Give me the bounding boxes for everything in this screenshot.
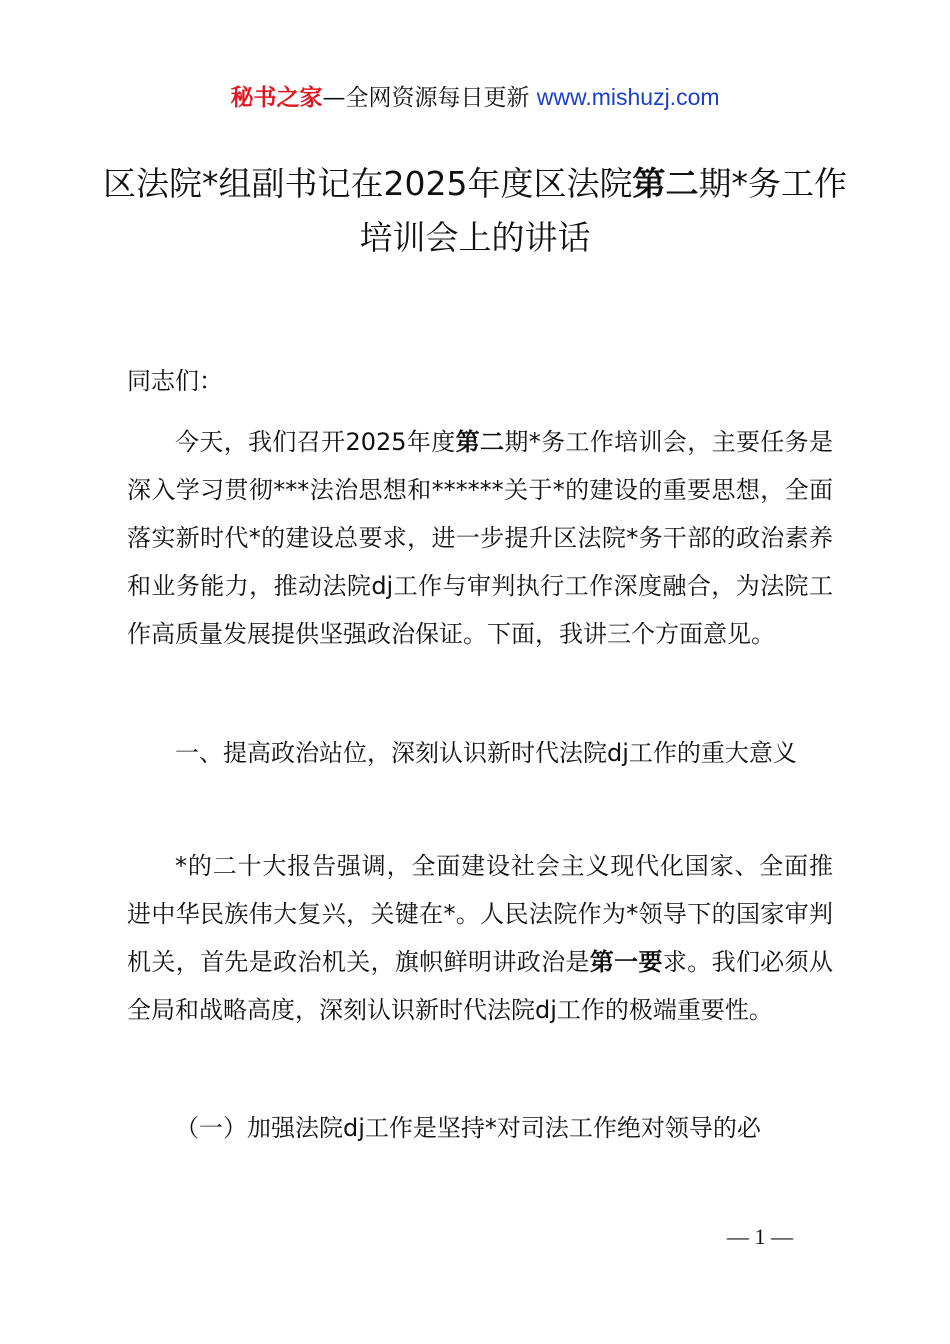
site-banner	[0, 80, 950, 115]
title-part-1: 区法院*组副书记在2025年度区法院	[103, 164, 633, 203]
para1-bold: 第二	[455, 428, 505, 456]
para2-text-a: *的二十大报告强调，全面建设社会主义现代化国家、全面推进中华民族伟大复兴，关键在*。人民法院作为*领导下的国家审判机关，首先是政治机关，旗帜鲜明讲政治是	[127, 852, 833, 976]
site-url[interactable]: www.mishuzj.com	[536, 84, 720, 110]
title-part-2: 期*务工作培训会上的讲话	[359, 164, 847, 257]
paragraph-2	[127, 842, 833, 1034]
subsection-heading-1	[127, 1104, 833, 1152]
section-heading-1	[127, 729, 833, 777]
para2-bold: 第一要	[589, 948, 663, 976]
para2-text-b: 求。我们必须从全局和战略高度，深刻认识新时代法院dj工作的极端重要性。	[127, 948, 834, 1024]
paragraph-1	[127, 418, 833, 658]
document-title	[100, 157, 850, 265]
para1-text-a: 今天，我们召开2025年度	[175, 428, 456, 456]
site-slogan: —全网资源每日更新	[322, 85, 530, 111]
page-number: — 1 —	[727, 1224, 793, 1249]
site-brand: 秘书之家	[230, 85, 323, 111]
salutation: 同志们：	[127, 367, 223, 395]
salutation-block	[127, 357, 833, 405]
title-bold: 第二	[632, 164, 699, 203]
subheading-1: （一）加强法院dj工作是坚持*对司法工作绝对领导的必	[175, 1114, 761, 1142]
para1-text-b: 期*务工作培训会，主要任务是深入学习贯彻***法治思想和******关于*的建设的重要思想，全面落实新时代*的建设总要求，进一步提升区法院*务干部的政治素养和业务能力，推动法院dj工作与审判执行工作深度融合，为法院工作高质量发展提供坚强政治保证。下面，我讲三个方面意见。	[127, 428, 834, 648]
heading-1: 一、提高政治站位，深刻认识新时代法院dj工作的重大意义	[175, 739, 797, 767]
